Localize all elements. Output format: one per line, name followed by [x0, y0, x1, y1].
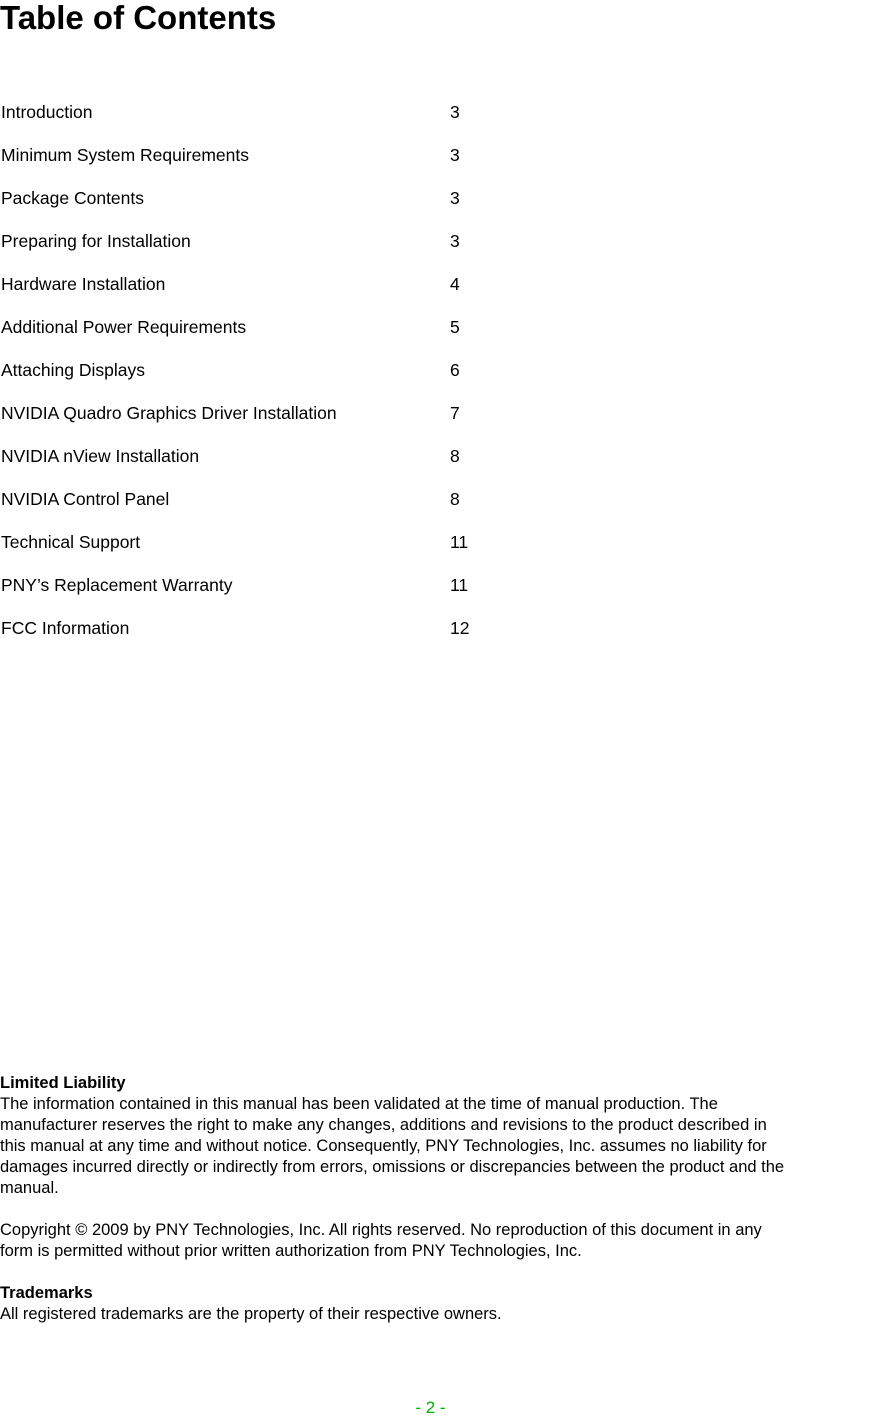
toc-entry — [0, 531, 560, 574]
trademarks-heading: Trademarks — [0, 1284, 93, 1302]
toc-entry — [0, 617, 560, 660]
toc-entry — [0, 316, 560, 359]
toc-entry-title: NVIDIA Control Panel — [1, 489, 170, 509]
toc-entry — [0, 445, 560, 488]
legal-notices — [0, 1073, 891, 1325]
toc-entry-page: 6 — [450, 360, 460, 380]
copyright-line: Copyright © 2009 by PNY Technologies, Inc. All rights reserved. No reproduction of this document in any — [0, 1221, 762, 1239]
toc-entry — [0, 101, 560, 144]
toc-entry-title: NVIDIA nView Installation — [1, 446, 200, 466]
toc-entry-title: Preparing for Installation — [1, 231, 191, 251]
toc-entry-page: 3 — [450, 102, 460, 122]
toc-entry — [0, 144, 560, 187]
toc-entry-title: Attaching Displays — [1, 360, 145, 380]
toc-entry — [0, 230, 560, 273]
table-of-contents — [0, 101, 560, 660]
toc-entry-page: 3 — [450, 188, 460, 208]
copyright-text — [0, 1220, 891, 1262]
toc-entry-title: Minimum System Requirements — [1, 145, 249, 165]
toc-entry — [0, 359, 560, 402]
toc-entry-page: 3 — [450, 145, 460, 165]
limited-liability-line: manual. — [0, 1179, 59, 1197]
toc-entry-page: 11 — [450, 575, 469, 595]
toc-entry — [0, 273, 560, 316]
toc-entry — [0, 488, 560, 531]
toc-entry-page: 7 — [450, 403, 460, 423]
paragraph-gap — [0, 1199, 891, 1220]
toc-entry — [0, 574, 560, 617]
paragraph-gap — [0, 1262, 891, 1283]
page-number: - 2 - — [415, 1398, 446, 1417]
toc-entry-page: 11 — [450, 532, 469, 552]
toc-entry-page: 5 — [450, 317, 460, 337]
toc-entry-title: Technical Support — [1, 532, 141, 552]
limited-liability-line: manufacturer reserves the right to make any changes, additions and revisions to the product described in — [0, 1116, 767, 1134]
limited-liability-line: The information contained in this manual has been validated at the time of manual production. The — [0, 1095, 718, 1113]
toc-entry — [0, 402, 560, 445]
limited-liability-line: this manual at any time and without notice. Consequently, PNY Technologies, Inc. assumes no liability for — [0, 1137, 767, 1155]
toc-entry-title: FCC Information — [1, 618, 130, 638]
toc-entry-title: Hardware Installation — [1, 274, 166, 294]
toc-entry-title: Additional Power Requirements — [1, 317, 247, 337]
toc-entry-page: 4 — [450, 274, 460, 294]
trademarks-text: All registered trademarks are the property of their respective owners. — [0, 1305, 502, 1323]
toc-entry — [0, 187, 560, 230]
toc-entry-title: Introduction — [1, 102, 93, 122]
limited-liability-heading: Limited Liability — [0, 1074, 126, 1092]
toc-entry-title: PNY’s Replacement Warranty — [1, 575, 233, 595]
toc-entry-page: 3 — [450, 231, 460, 251]
page-title: Table of Contents — [0, 0, 277, 36]
limited-liability-line: damages incurred directly or indirectly from errors, omissions or discrepancies between the product and the — [0, 1158, 785, 1176]
toc-entry-page: 8 — [450, 446, 460, 466]
toc-entry-page: 12 — [450, 618, 470, 638]
copyright-line: form is permitted without prior written authorization from PNY Technologies, Inc. — [0, 1242, 582, 1260]
limited-liability-text — [0, 1094, 891, 1199]
toc-entry-title: NVIDIA Quadro Graphics Driver Installation — [1, 403, 337, 423]
toc-entry-title: Package Contents — [1, 188, 145, 208]
toc-entry-page: 8 — [450, 489, 460, 509]
